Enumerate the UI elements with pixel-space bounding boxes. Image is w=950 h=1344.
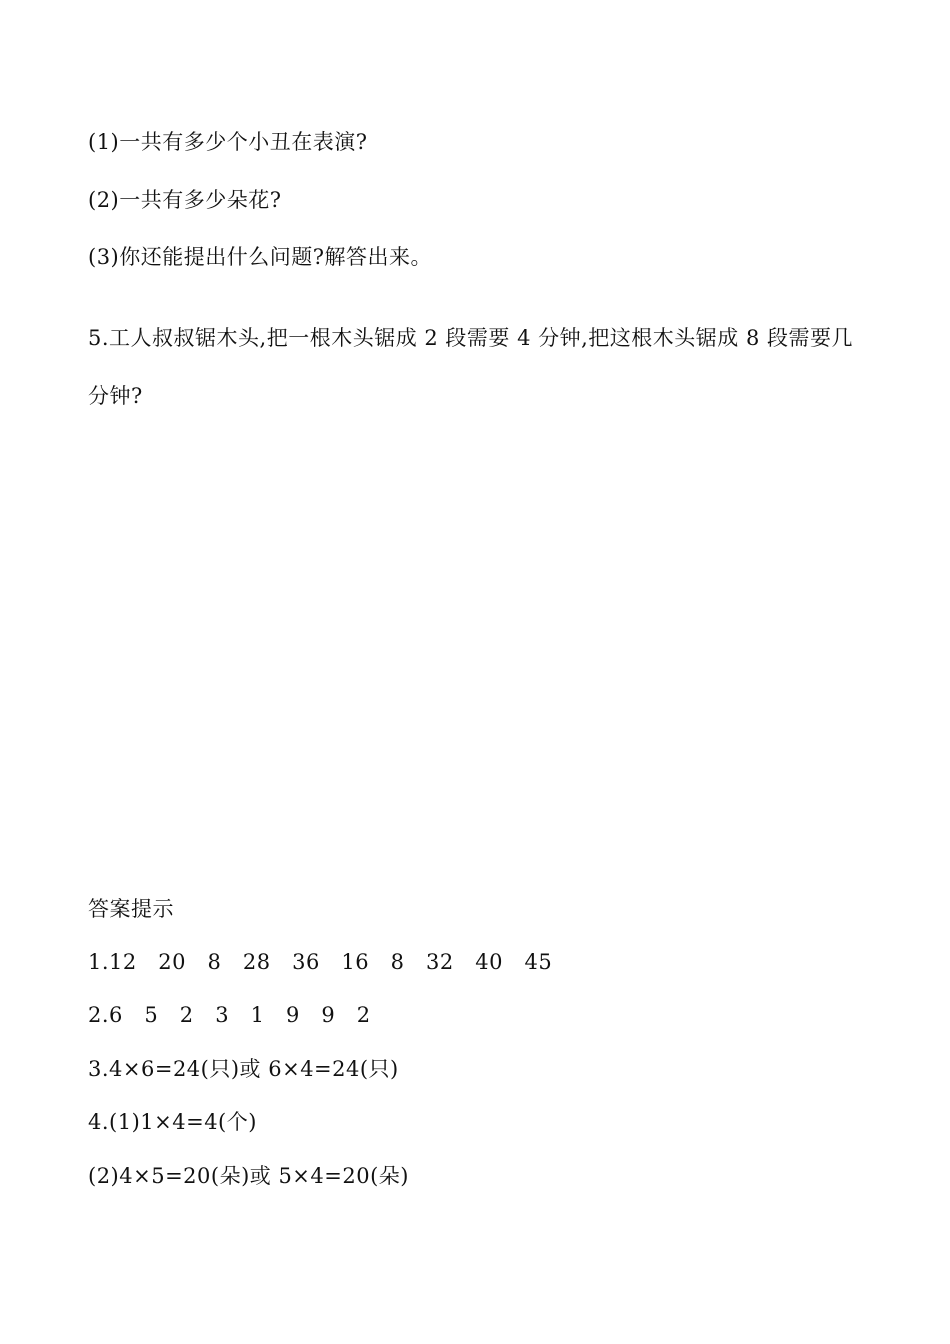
answer-heading: 答案提示 [88, 897, 174, 921]
answer-2: 2.6 5 2 3 1 9 9 2 [88, 1003, 371, 1027]
answer-3: 3.4×6=24(只)或 6×4=24(只) [88, 1057, 399, 1081]
question-4-part-2: (2)一共有多少朵花? [88, 188, 282, 212]
question-4-part-3: (3)你还能提出什么问题?解答出来。 [88, 245, 433, 269]
answer-4-part-1: 4.(1)1×4=4(个) [88, 1110, 257, 1134]
question-5-line-1: 5.工人叔叔锯木头,把一根木头锯成 2 段需要 4 分钟,把这根木头锯成 8 段需要几 [88, 326, 854, 350]
answer-1: 1.12 20 8 28 36 16 8 32 40 45 [88, 950, 553, 974]
answer-4-part-2: (2)4×5=20(朵)或 5×4=20(朵) [88, 1164, 409, 1188]
question-4-part-1: (1)一共有多少个小丑在表演? [88, 130, 368, 154]
question-5-line-2: 分钟? [88, 384, 143, 408]
